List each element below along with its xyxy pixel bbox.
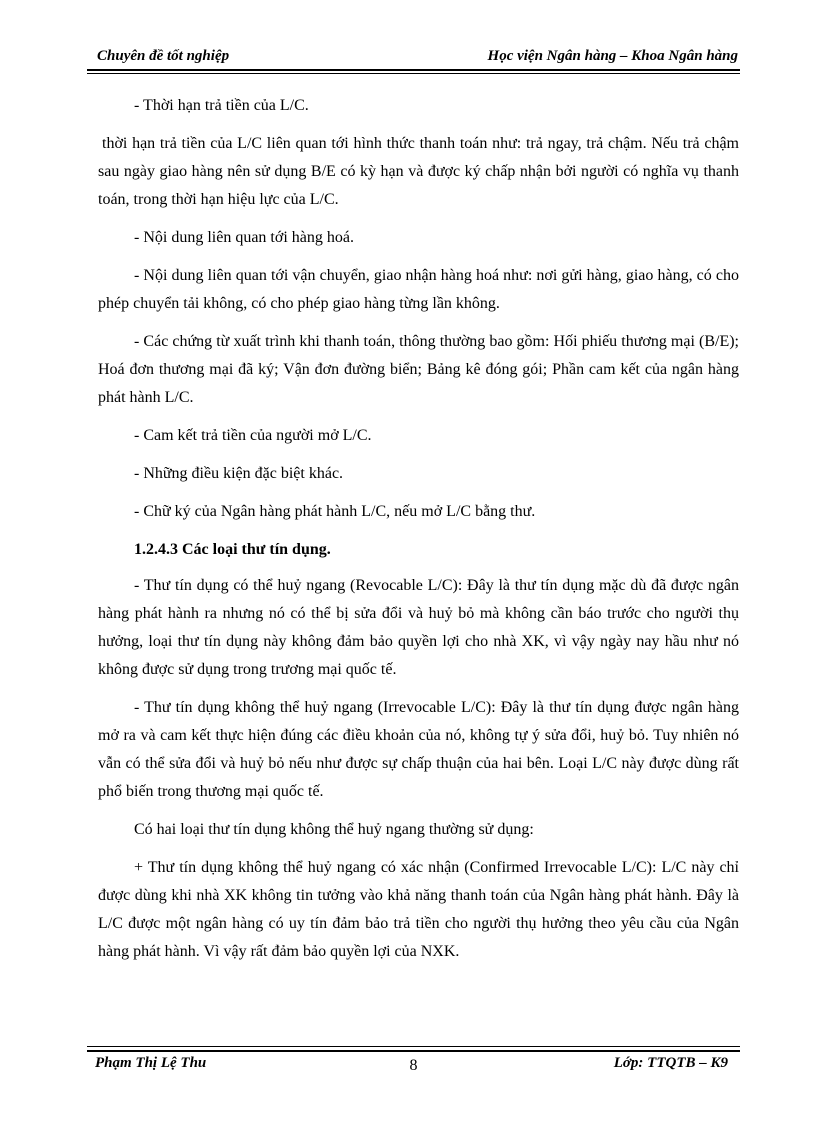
paragraph: Có hai loại thư tín dụng không thể huỷ ngang thường sử dụng: xyxy=(134,821,534,838)
header-rule-thick xyxy=(87,69,740,71)
paragraph: - Thư tín dụng không thể huỷ ngang (Irrevocable L/C): Đây là thư tín dụng được ngân hàng mở ra và cam kết thực hiện đúng các điều khoản của nó, không tự ý sửa đổi, huỷ bỏ. Tuy nhiên nó vẫn có thể sửa đổi và huỷ bỏ nếu như được sự chấp thuận của hai bên. Loại L/C này được dùng rất phổ biến trong thương mại quốc tế. xyxy=(98,699,739,800)
paragraph: - Các chứng từ xuất trình khi thanh toán, thông thường bao gồm: Hối phiếu thương mại (B/E); Hoá đơn thương mại đã ký; Vận đơn đường biển; Bảng kê đóng gói; Phần cam kết của ngân hàng phát hành L/C. xyxy=(98,333,739,406)
paragraph: - Nội dung liên quan tới vận chuyển, giao nhận hàng hoá như: nơi gửi hàng, giao hàng, có cho phép chuyển tải không, có cho phép giao hàng từng lần không. xyxy=(98,267,739,312)
page-header xyxy=(87,48,740,68)
footer-rule-thin xyxy=(87,1046,740,1047)
page-number: 8 xyxy=(409,1057,418,1074)
paragraph: - Những điều kiện đặc biệt khác. xyxy=(134,465,344,482)
header-rule-thin xyxy=(87,73,740,74)
document-body xyxy=(98,92,739,976)
header-right-title: Học viện Ngân hàng – Khoa Ngân hàng xyxy=(487,48,738,64)
header-left-title: Chuyên đề tốt nghiệp xyxy=(97,48,230,64)
paragraph: - Thời hạn trả tiền của L/C. xyxy=(134,97,309,114)
paragraph: - Chữ ký của Ngân hàng phát hành L/C, nếu mở L/C bằng thư. xyxy=(134,503,536,520)
footer-class: Lớp: TTQTB – K9 xyxy=(613,1055,728,1071)
footer-rule-thick xyxy=(87,1050,740,1052)
section-heading: 1.2.4.3 Các loại thư tín dụng. xyxy=(134,541,331,558)
paragraph: + Thư tín dụng không thể huỷ ngang có xác nhận (Confirmed Irrevocable L/C): L/C này chỉ được dùng khi nhà XK không tin tưởng vào khả năng thanh toán của Ngân hàng phát hành. Đây là L/C được một ngân hàng có uy tín đảm bảo trả tiền cho người thụ hưởng theo yêu cầu của Ngân hàng phát hành. Vì vậy rất đảm bảo quyền lợi của NXK. xyxy=(98,859,739,960)
page-footer xyxy=(87,1055,740,1077)
paragraph: - Cam kết trả tiền của người mở L/C. xyxy=(134,427,372,444)
paragraph: - Nội dung liên quan tới hàng hoá. xyxy=(134,229,354,246)
footer-author: Phạm Thị Lệ Thu xyxy=(95,1055,207,1071)
paragraph: - Thư tín dụng có thể huỷ ngang (Revocable L/C): Đây là thư tín dụng mặc dù đã được ngân hàng phát hành ra nhưng nó có thể bị sửa đổi và huỷ bỏ mà không cần báo trước cho người thụ hưởng, loại thư tín dụng này không đảm bảo quyền lợi cho nhà XK, vì vậy ngày nay hầu như nó không được sử dụng trong trương mại quốc tế. xyxy=(98,577,739,678)
paragraph: thời hạn trả tiền của L/C liên quan tới hình thức thanh toán như: trả ngay, trả chậm. Nếu trả chậm sau ngày giao hàng nên sử dụng B/E có kỳ hạn và được ký chấp nhận bởi người có nghĩa vụ thanh toán, trong thời hạn hiệu lực của L/C. xyxy=(98,135,739,208)
